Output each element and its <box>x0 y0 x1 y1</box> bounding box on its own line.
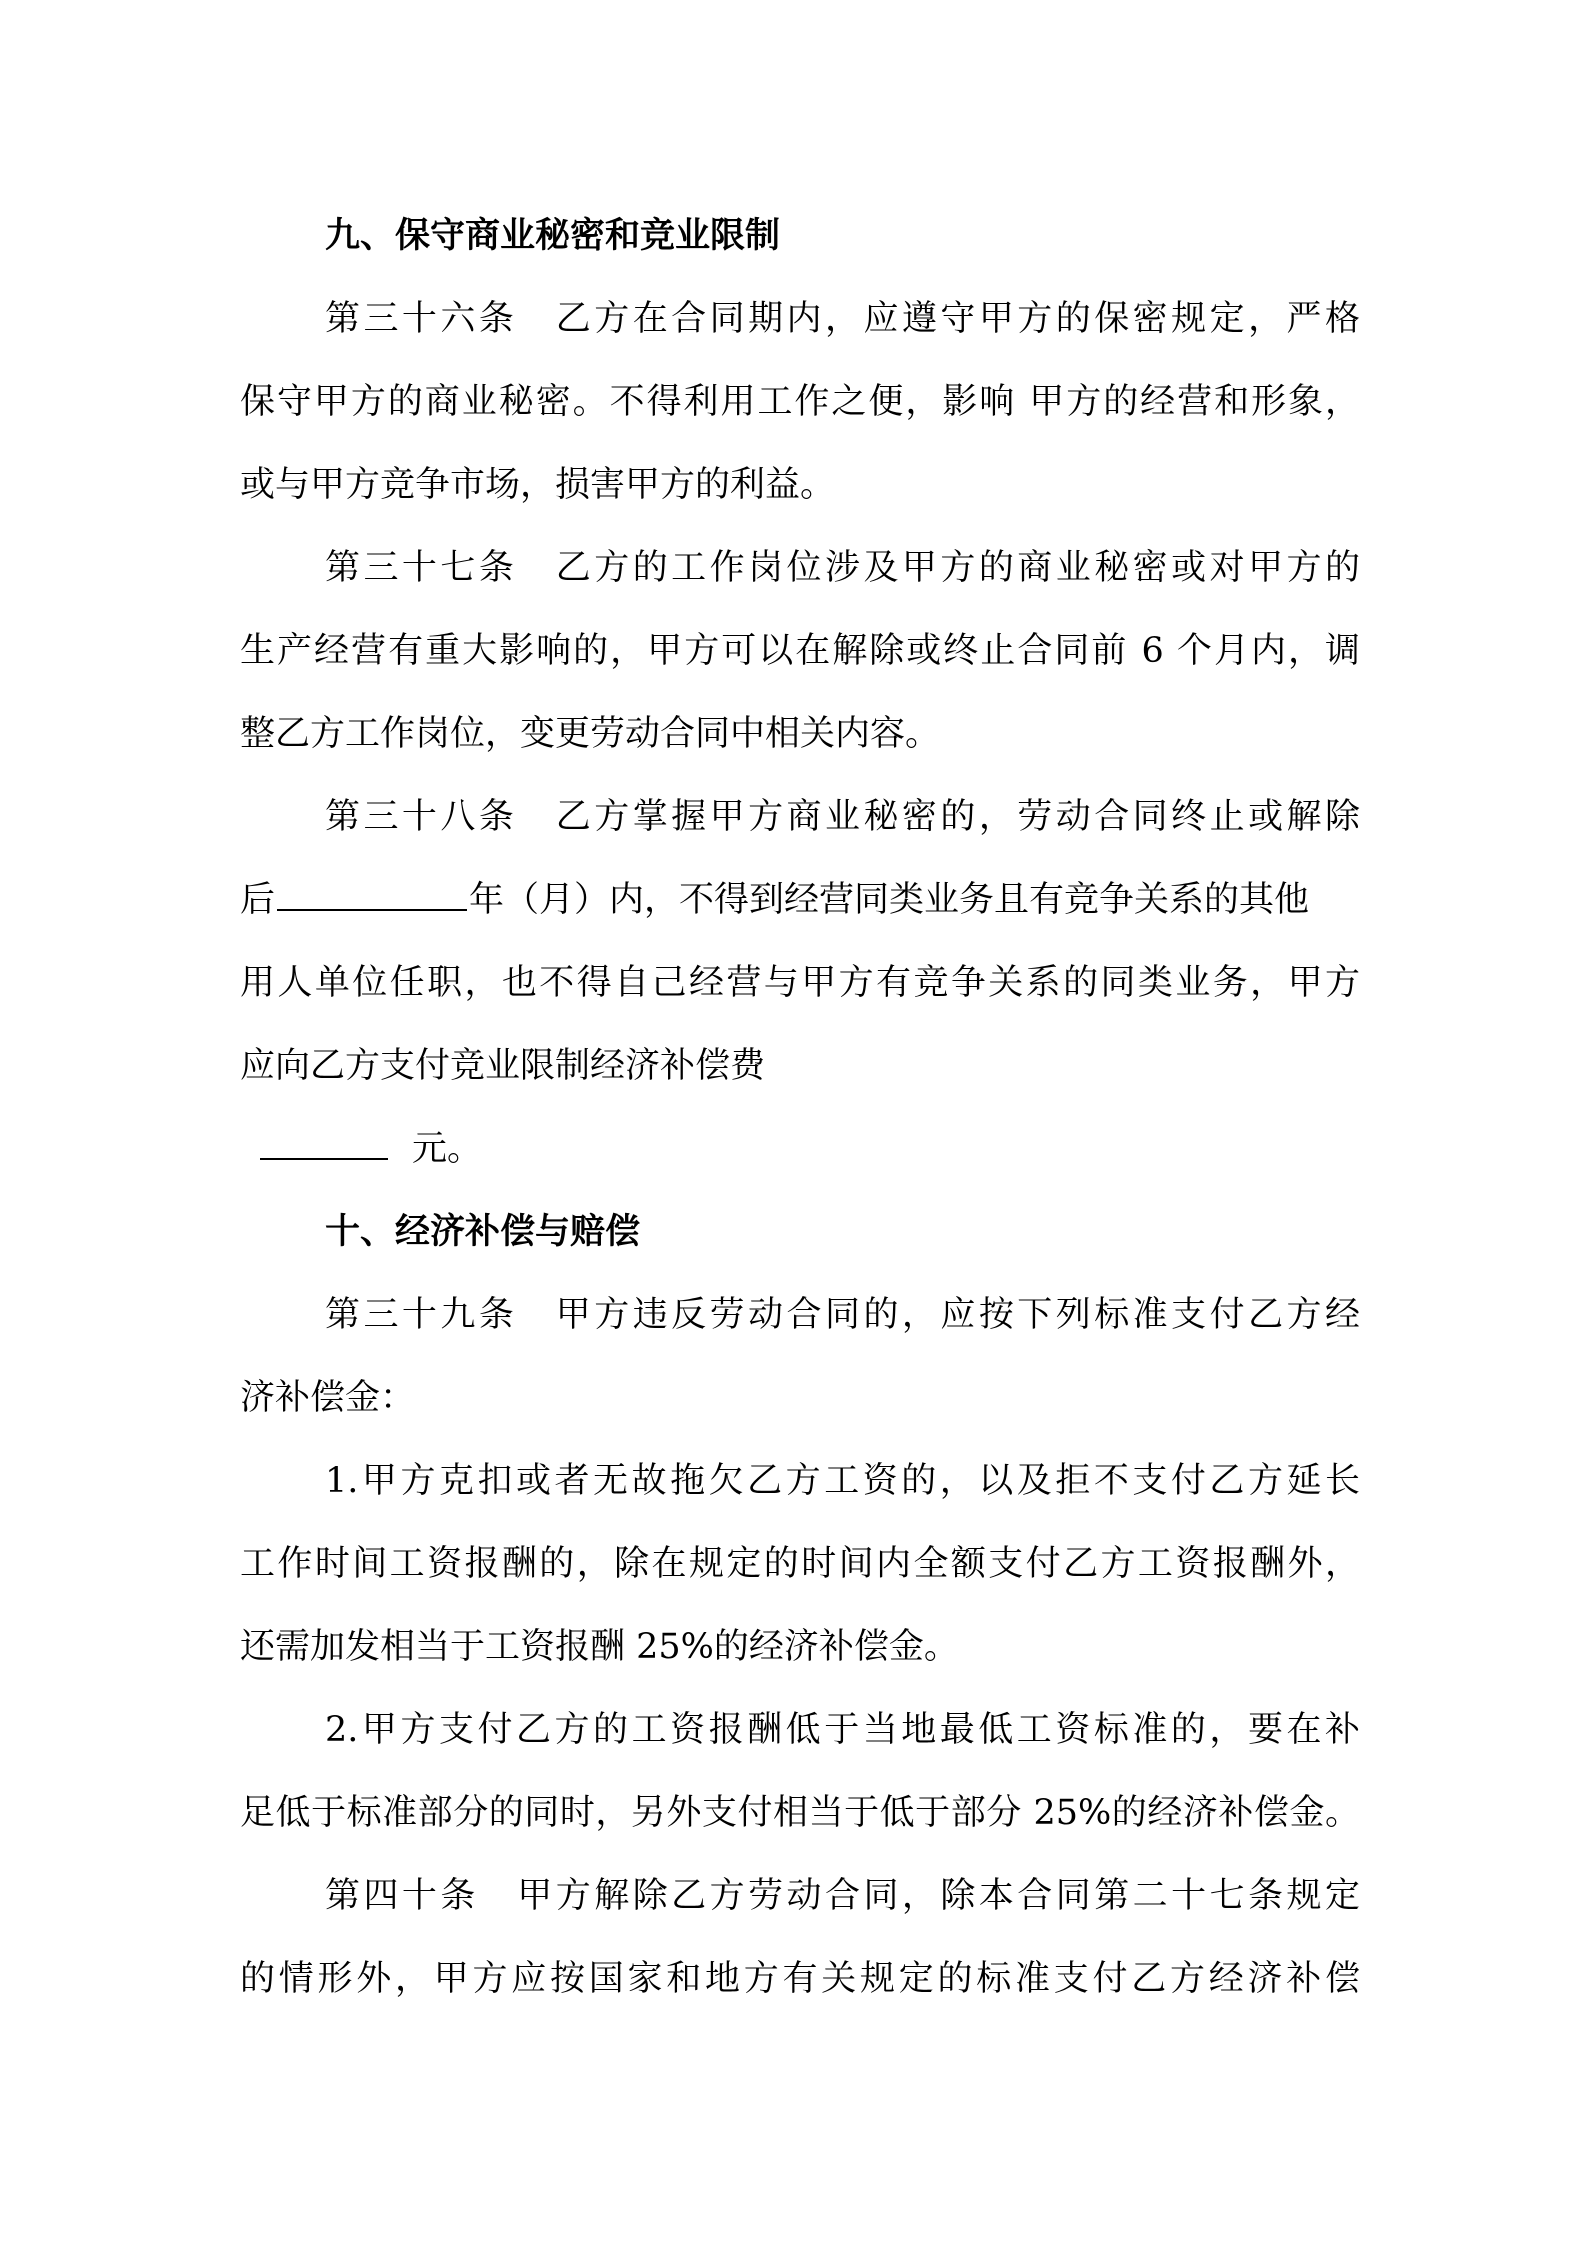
article-36-line-1: 第三十六条 乙方在合同期内，应遵守甲方的保密规定，严格 <box>325 299 1360 339</box>
article-38-line-4: 应向乙方支付竞业限制经济补偿费 <box>240 1046 766 1086</box>
item-2-line-1: 2.甲方支付乙方的工资报酬低于当地最低工资标准的，要在补 <box>325 1710 1360 1750</box>
article-38-prefix: 后 <box>240 880 276 920</box>
item-1-line-3: 还需加发相当于工资报酬 25%的经济补偿金。 <box>240 1627 959 1667</box>
article-37-line-2: 生产经营有重大影响的，甲方可以在解除或终止合同前 6 个月内，调 <box>240 631 1360 671</box>
article-39-line-1: 第三十九条 甲方违反劳动合同的，应按下列标准支付乙方经 <box>325 1295 1360 1335</box>
article-40-line-2: 的情形外，甲方应按国家和地方有关规定的标准支付乙方经济补偿 <box>240 1959 1360 1999</box>
article-37-line-1: 第三十七条 乙方的工作岗位涉及甲方的商业秘密或对甲方的 <box>325 548 1360 588</box>
amount-blank-field[interactable] <box>260 1128 388 1160</box>
section-heading-9: 九、保守商业秘密和竞业限制 <box>325 216 781 256</box>
article-38-amount-line <box>260 1128 1380 1170</box>
article-38-suffix: 年（月）内，不得到经营同类业务且有竞争关系的其他 <box>469 880 1310 920</box>
item-1-line-2: 工作时间工资报酬的，除在规定的时间内全额支付乙方工资报酬外， <box>240 1544 1360 1584</box>
article-38-line-1: 第三十八条 乙方掌握甲方商业秘密的，劳动合同终止或解除 <box>325 797 1360 837</box>
section-heading-10: 十、经济补偿与赔偿 <box>325 1212 641 1252</box>
amount-suffix: 元。 <box>412 1129 483 1169</box>
article-36-line-2: 保守甲方的商业秘密。不得利用工作之便，影响 甲方的经营和形象， <box>240 382 1360 422</box>
years-blank-field[interactable] <box>277 879 467 911</box>
article-40-line-1: 第四十条 甲方解除乙方劳动合同，除本合同第二十七条规定 <box>325 1876 1360 1916</box>
article-38-line-3: 用人单位任职，也不得自己经营与甲方有竞争关系的同类业务，甲方 <box>240 963 1360 1003</box>
item-2-line-2: 足低于标准部分的同时，另外支付相当于低于部分 25%的经济补偿金。 <box>240 1793 1360 1833</box>
article-38-line-2 <box>240 879 1360 921</box>
article-37-line-3: 整乙方工作岗位，变更劳动合同中相关内容。 <box>240 714 941 754</box>
item-1-line-1: 1.甲方克扣或者无故拖欠乙方工资的，以及拒不支付乙方延长 <box>325 1461 1360 1501</box>
article-39-line-2: 济补偿金： <box>240 1378 416 1418</box>
article-36-line-3: 或与甲方竞争市场，损害甲方的利益。 <box>240 465 836 505</box>
